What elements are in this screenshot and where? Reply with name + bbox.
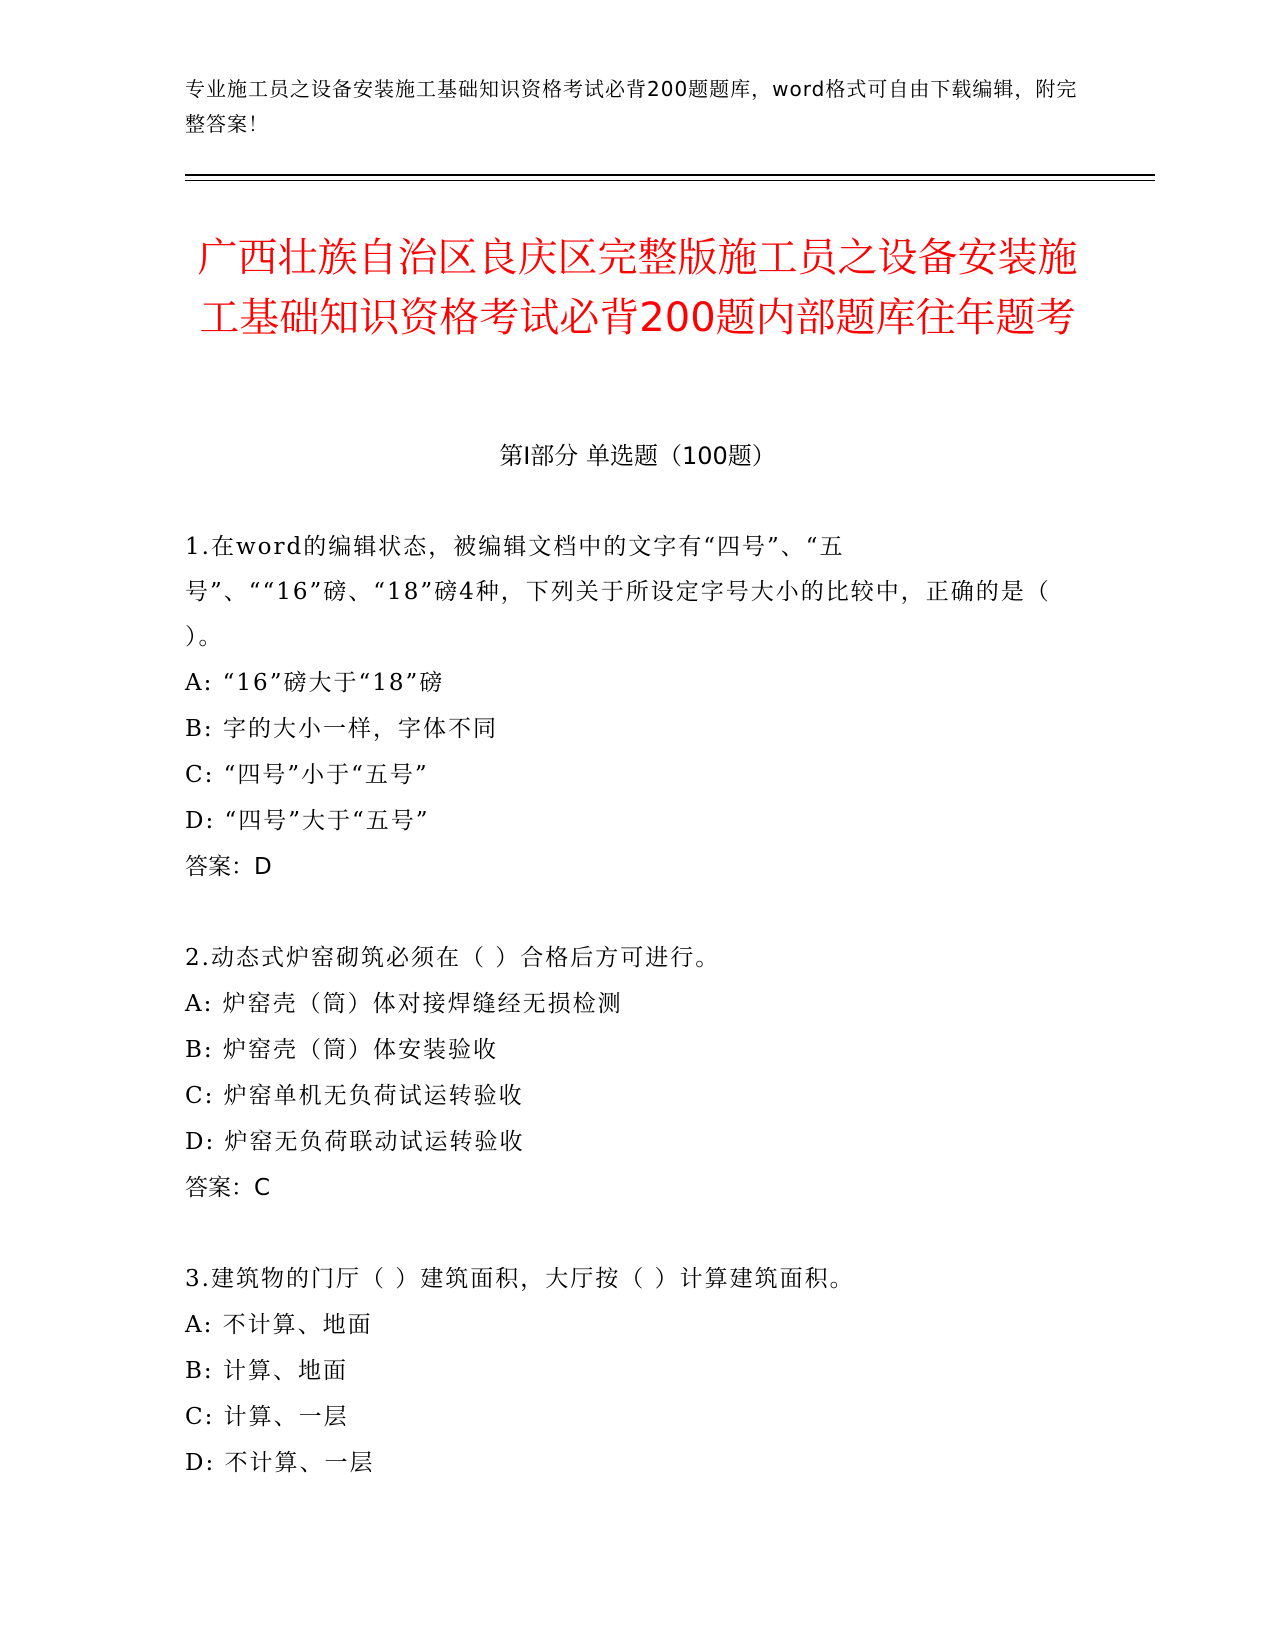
document-title: 广西壮族自治区良庆区完整版施工员之设备安装施工基础知识资格考试必背200题内部题库往年题考	[197, 235, 1078, 341]
option-d: D: 不计算、一层	[185, 1450, 375, 1476]
option-c: C: 计算、一层	[185, 1404, 349, 1430]
question-stem: 1.在word的编辑状态，被编辑文档中的文字有“四号”、“五号”、““16”磅、“18”磅4种，下列关于所设定字号大小的比较中，正确的是（ ）。	[185, 534, 1051, 650]
header-note: 专业施工员之设备安装施工基础知识资格考试必背200题题库，word格式可自由下载编辑，附完整答案！	[185, 77, 1078, 136]
question-1	[185, 525, 1065, 890]
answer: 答案：C	[185, 1175, 271, 1201]
option-a: A: 炉窑壳（筒）体对接焊缝经无损检测	[185, 991, 623, 1017]
option-d: D: 炉窑无负荷联动试运转验收	[185, 1129, 525, 1155]
option-c: C: 炉窑单机无负荷试运转验收	[185, 1083, 524, 1109]
question-3	[185, 1257, 1065, 1486]
section-heading: 第Ⅰ部分 单选题（100题）	[499, 442, 776, 470]
option-a: A: “16”磅大于“18”磅	[185, 670, 445, 696]
header-divider-thick	[185, 174, 1155, 176]
header-divider-thin	[185, 180, 1155, 181]
option-b: B: 计算、地面	[185, 1358, 348, 1384]
option-a: A: 不计算、地面	[185, 1312, 373, 1338]
option-c: C: “四号”小于“五号”	[185, 762, 429, 788]
question-2	[185, 936, 1065, 1211]
option-b: B: 字的大小一样，字体不同	[185, 716, 498, 742]
question-list	[185, 525, 1065, 1532]
answer: 答案：D	[185, 854, 272, 880]
question-stem: 2.动态式炉窑砌筑必须在（ ）合格后方可进行。	[185, 945, 721, 971]
option-d: D: “四号”大于“五号”	[185, 808, 430, 834]
option-b: B: 炉窑壳（筒）体安装验收	[185, 1037, 498, 1063]
question-stem: 3.建筑物的门厅（ ）建筑面积，大厅按（ ）计算建筑面积。	[185, 1266, 855, 1292]
